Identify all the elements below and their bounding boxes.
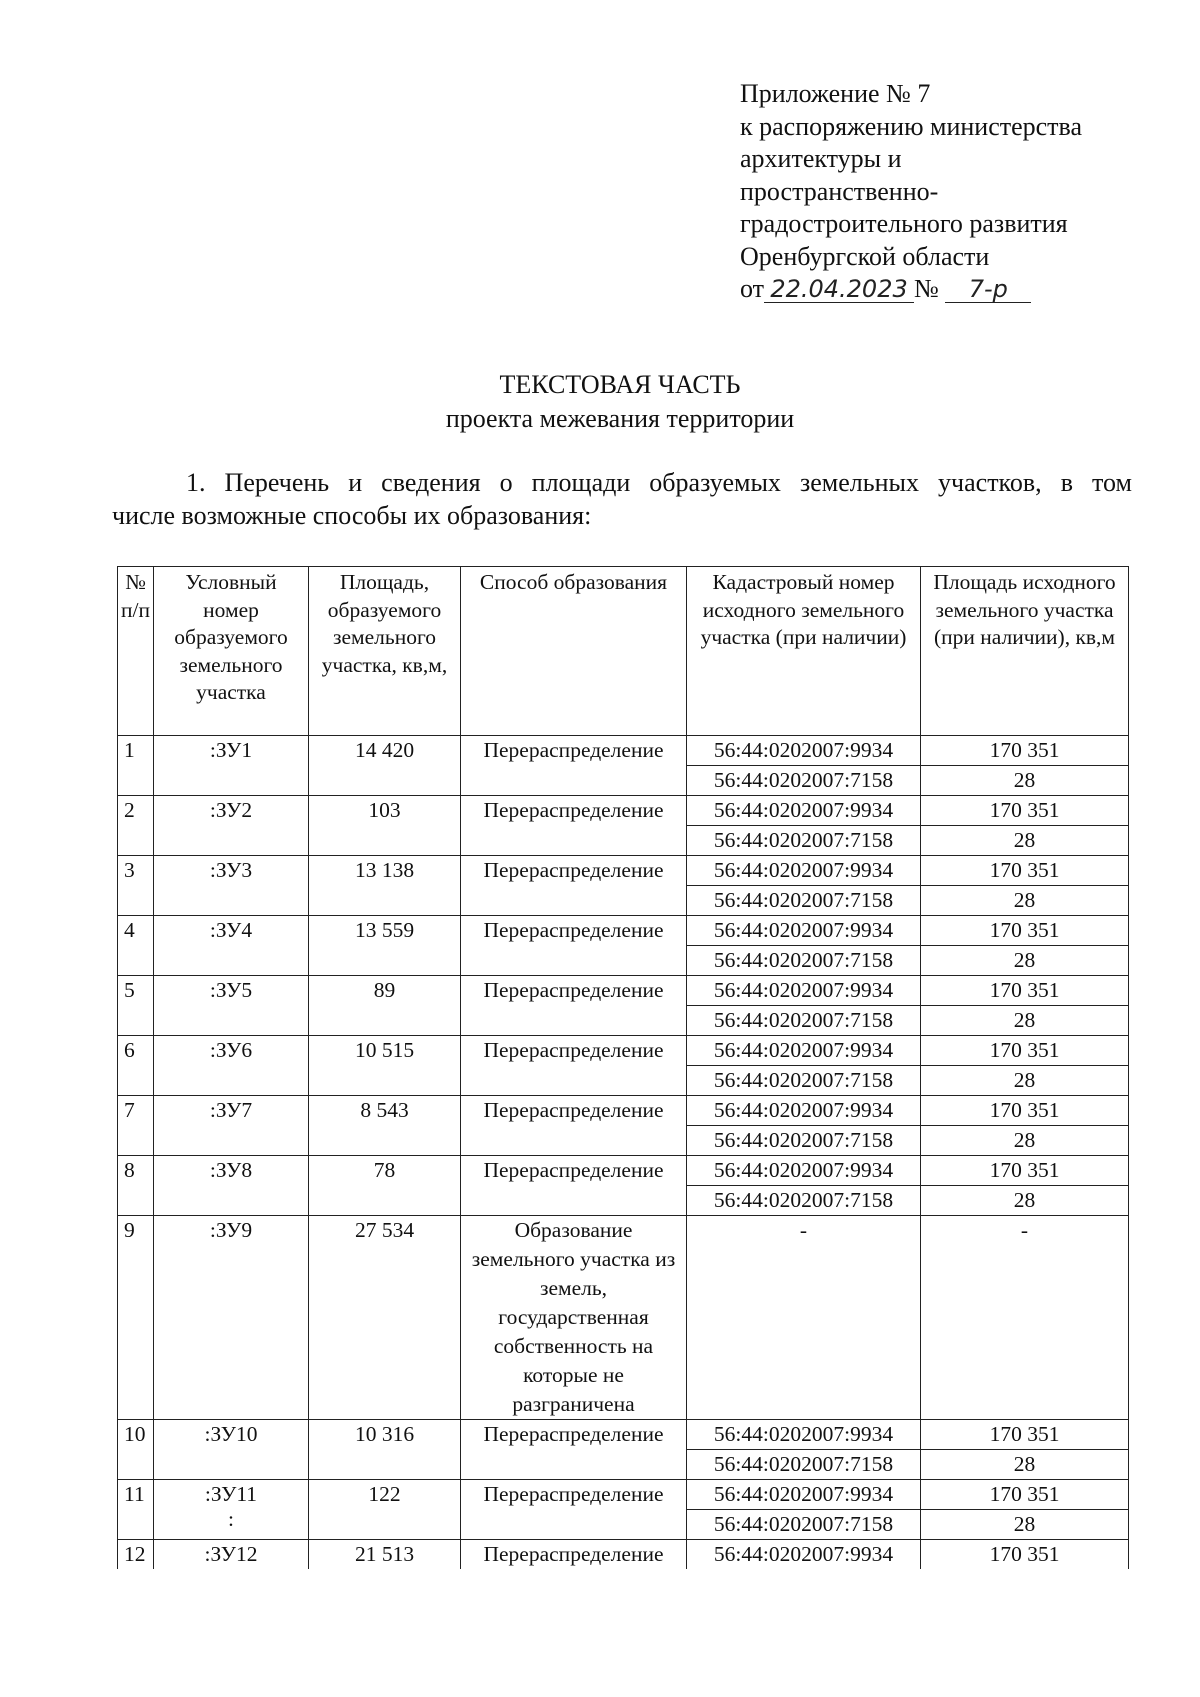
plot-area: 8 543 bbox=[309, 1096, 461, 1156]
source-area: 170 351 bbox=[921, 796, 1129, 826]
appendix-line: пространственно- bbox=[740, 176, 939, 206]
cadastral-number: 56:44:0202007:9934 bbox=[687, 736, 921, 766]
plot-name: :ЗУ2 bbox=[154, 796, 309, 856]
row-number: 2 bbox=[118, 796, 154, 856]
plot-area: 13 559 bbox=[309, 916, 461, 976]
cadastral-number: 56:44:0202007:7158 bbox=[687, 1066, 921, 1096]
source-area: 170 351 bbox=[921, 1480, 1129, 1510]
source-area: 170 351 bbox=[921, 976, 1129, 1006]
formation-method: Перераспределение bbox=[461, 1480, 687, 1540]
plot-area: 122 bbox=[309, 1480, 461, 1540]
source-area: 28 bbox=[921, 1186, 1129, 1216]
plot-name: :ЗУ12 bbox=[154, 1540, 309, 1570]
plot-name: :ЗУ8 bbox=[154, 1156, 309, 1216]
source-area: 28 bbox=[921, 886, 1129, 916]
row-number: 10 bbox=[118, 1420, 154, 1480]
cadastral-number: 56:44:0202007:7158 bbox=[687, 1126, 921, 1156]
plot-area: 89 bbox=[309, 976, 461, 1036]
appendix-line: к распоряжению министерства bbox=[740, 111, 1083, 141]
plot-name: :ЗУ5 bbox=[154, 976, 309, 1036]
formation-method: Перераспределение bbox=[461, 1540, 687, 1570]
cadastral-number: 56:44:0202007:9934 bbox=[687, 1540, 921, 1570]
source-area: 170 351 bbox=[921, 1540, 1129, 1570]
appendix-line: Приложение № 7 bbox=[740, 79, 931, 108]
source-area: 170 351 bbox=[921, 1036, 1129, 1066]
date-prefix: от bbox=[740, 274, 765, 303]
cadastral-number: 56:44:0202007:9934 bbox=[687, 1096, 921, 1126]
cadastral-number: 56:44:0202007:9934 bbox=[687, 1156, 921, 1186]
formation-method: Перераспределение bbox=[461, 856, 687, 916]
cadastral-number: 56:44:0202007:7158 bbox=[687, 1510, 921, 1540]
formation-method: Перераспределение bbox=[461, 1096, 687, 1156]
row-number: 11 bbox=[118, 1480, 154, 1540]
cadastral-number: 56:44:0202007:9934 bbox=[687, 796, 921, 826]
cadastral-number: 56:44:0202007:9934 bbox=[687, 1480, 921, 1510]
appendix-header bbox=[740, 78, 1160, 306]
plot-area: 78 bbox=[309, 1156, 461, 1216]
plot-area: 10 316 bbox=[309, 1420, 461, 1480]
cadastral-number: - bbox=[687, 1216, 921, 1420]
row-number: 6 bbox=[118, 1036, 154, 1096]
formation-method: Перераспределение bbox=[461, 1036, 687, 1096]
plot-name: :ЗУ3 bbox=[154, 856, 309, 916]
section-line: числе возможные способы их образования: bbox=[112, 500, 592, 530]
plot-name: :ЗУ7 bbox=[154, 1096, 309, 1156]
cadastral-number: 56:44:0202007:7158 bbox=[687, 1006, 921, 1036]
source-area: 170 351 bbox=[921, 1156, 1129, 1186]
cadastral-number: 56:44:0202007:9934 bbox=[687, 856, 921, 886]
plot-name: :ЗУ4 bbox=[154, 916, 309, 976]
source-area: 28 bbox=[921, 946, 1129, 976]
formation-method: Перераспределение bbox=[461, 736, 687, 796]
cadastral-number: 56:44:0202007:7158 bbox=[687, 1450, 921, 1480]
table-header-row bbox=[118, 567, 1129, 736]
section-paragraph bbox=[112, 467, 1132, 532]
header-source-area: Площадь исходного земельного участка (при наличии), кв,м bbox=[921, 567, 1129, 736]
formation-method: Перераспределение bbox=[461, 796, 687, 856]
plot-name-text: :ЗУ11 bbox=[204, 1482, 258, 1506]
source-area: 170 351 bbox=[921, 1096, 1129, 1126]
row-number: 9 bbox=[118, 1216, 154, 1420]
handwritten-number: 7-р bbox=[945, 276, 1031, 303]
formation-method: Перераспределение bbox=[461, 976, 687, 1036]
plot-area: 103 bbox=[309, 796, 461, 856]
header-cadastral: Кадастровый номер исходного земельного участка (при наличии) bbox=[687, 567, 921, 736]
handwritten-date: 22.04.2023 bbox=[764, 276, 914, 303]
plot-name bbox=[154, 1480, 309, 1540]
appendix-line: архитектуры и bbox=[740, 144, 902, 173]
plot-area: 10 515 bbox=[309, 1036, 461, 1096]
plot-area: 13 138 bbox=[309, 856, 461, 916]
row-number: 8 bbox=[118, 1156, 154, 1216]
plot-area: 14 420 bbox=[309, 736, 461, 796]
source-area: 170 351 bbox=[921, 856, 1129, 886]
row-number: 1 bbox=[118, 736, 154, 796]
formation-method: Перераспределение bbox=[461, 1156, 687, 1216]
formation-method: Перераспределение bbox=[461, 916, 687, 976]
row-number: 7 bbox=[118, 1096, 154, 1156]
table-row bbox=[118, 1480, 1129, 1510]
cadastral-number: 56:44:0202007:7158 bbox=[687, 1186, 921, 1216]
table-row bbox=[118, 1096, 1129, 1126]
plot-name: :ЗУ1 bbox=[154, 736, 309, 796]
appendix-date-line bbox=[740, 273, 1160, 306]
appendix-line: Оренбургской области bbox=[740, 241, 990, 271]
cadastral-number: 56:44:0202007:7158 bbox=[687, 886, 921, 916]
plot-name: :ЗУ10 bbox=[154, 1420, 309, 1480]
table-row bbox=[118, 736, 1129, 766]
cadastral-number: 56:44:0202007:7158 bbox=[687, 946, 921, 976]
table-row bbox=[118, 976, 1129, 1006]
row-number: 4 bbox=[118, 916, 154, 976]
header-method: Способ образования bbox=[461, 567, 687, 736]
appendix-line: градостроительного развития bbox=[740, 209, 1068, 238]
source-area: 28 bbox=[921, 1066, 1129, 1096]
row-number: 5 bbox=[118, 976, 154, 1036]
cadastral-number: 56:44:0202007:9934 bbox=[687, 1036, 921, 1066]
cadastral-number: 56:44:0202007:9934 bbox=[687, 976, 921, 1006]
cadastral-number: 56:44:0202007:7158 bbox=[687, 766, 921, 796]
source-area: 28 bbox=[921, 1510, 1129, 1540]
source-area: 28 bbox=[921, 1006, 1129, 1036]
page-subtitle: проекта межевания территории bbox=[445, 404, 795, 433]
source-area: 28 bbox=[921, 826, 1129, 856]
table-row bbox=[118, 1216, 1129, 1420]
formation-method: Перераспределение bbox=[461, 1420, 687, 1480]
table-row bbox=[118, 1540, 1129, 1570]
plot-area: 21 513 bbox=[309, 1540, 461, 1570]
cadastral-number: 56:44:0202007:9934 bbox=[687, 1420, 921, 1450]
row-number: 12 bbox=[118, 1540, 154, 1570]
land-plots-table bbox=[117, 566, 1129, 1569]
header-number: № п/п bbox=[118, 567, 154, 736]
source-area: 170 351 bbox=[921, 1420, 1129, 1450]
section-line: 1. Перечень и сведения о площади образуемых земельных участков, в том bbox=[186, 468, 1132, 497]
source-area: 28 bbox=[921, 1450, 1129, 1480]
page-title: ТЕКСТОВАЯ ЧАСТЬ bbox=[499, 370, 741, 399]
header-plot-name: Условный номер образуемого земельного участка bbox=[154, 567, 309, 736]
header-area: Площадь, образуемого земельного участка, кв,м, bbox=[309, 567, 461, 736]
table-row bbox=[118, 916, 1129, 946]
source-area: 170 351 bbox=[921, 916, 1129, 946]
source-area: 170 351 bbox=[921, 736, 1129, 766]
table-row bbox=[118, 796, 1129, 826]
formation-method: Образование земельного участка из земель, государственная собственность на которые не разграничена bbox=[461, 1216, 687, 1420]
plot-name: :ЗУ9 bbox=[154, 1216, 309, 1420]
table-row bbox=[118, 1420, 1129, 1450]
table-row bbox=[118, 856, 1129, 886]
cadastral-number: 56:44:0202007:7158 bbox=[687, 826, 921, 856]
row-number: 3 bbox=[118, 856, 154, 916]
number-prefix: № bbox=[914, 274, 939, 303]
plot-name-note: : bbox=[228, 1507, 234, 1531]
plot-area: 27 534 bbox=[309, 1216, 461, 1420]
table-row bbox=[118, 1036, 1129, 1066]
source-area: 28 bbox=[921, 1126, 1129, 1156]
source-area: - bbox=[921, 1216, 1129, 1420]
plot-name: :ЗУ6 bbox=[154, 1036, 309, 1096]
cadastral-number: 56:44:0202007:9934 bbox=[687, 916, 921, 946]
table-row bbox=[118, 1156, 1129, 1186]
source-area: 28 bbox=[921, 766, 1129, 796]
